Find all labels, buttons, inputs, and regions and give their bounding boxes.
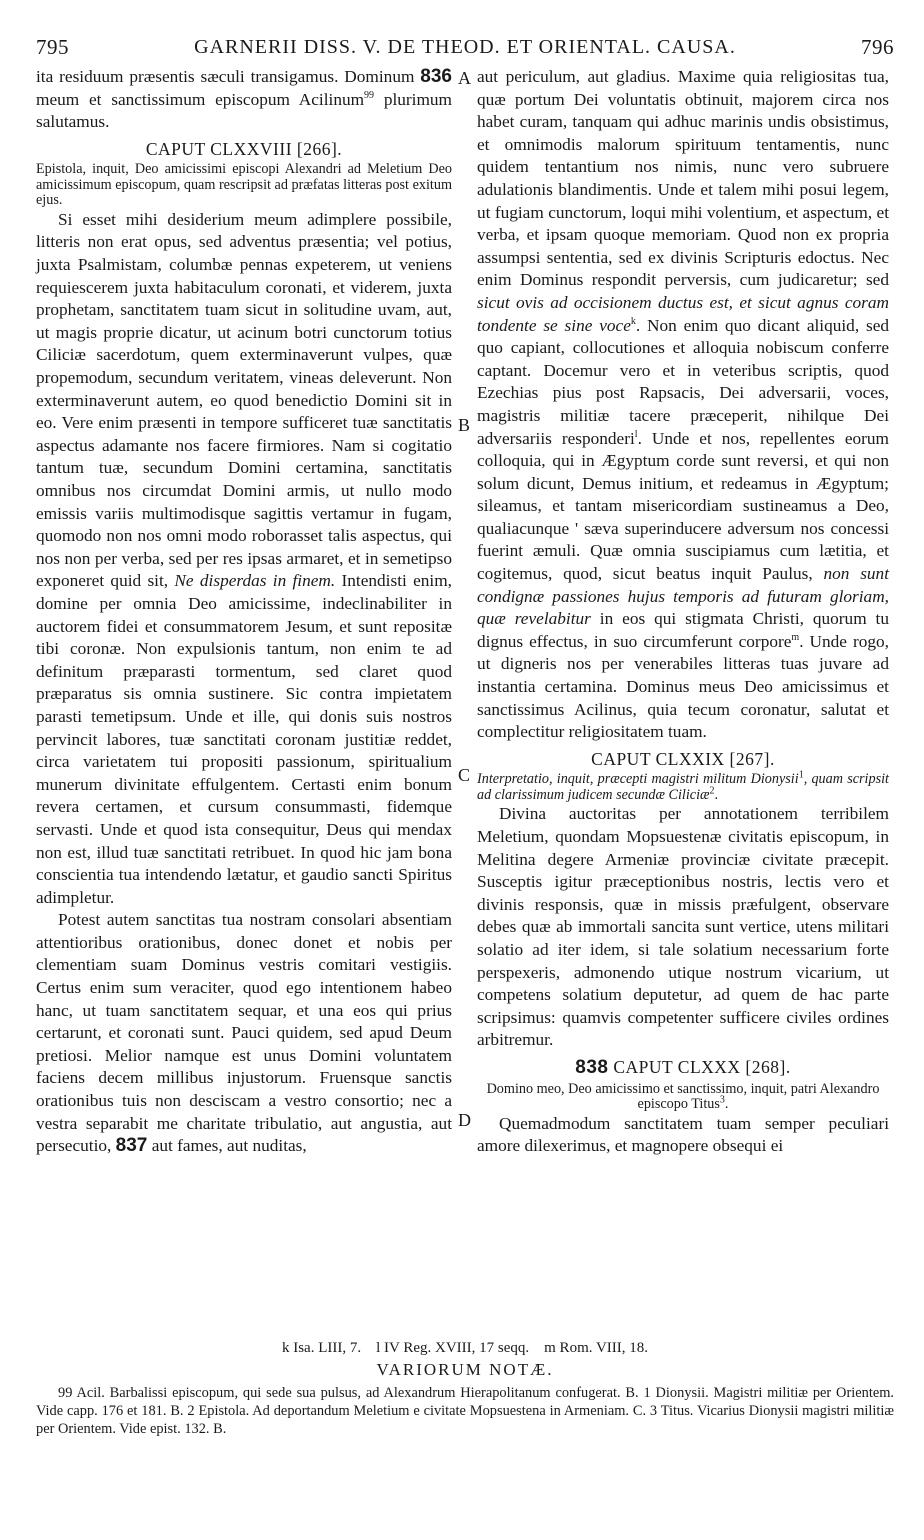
- text-segment: . Unde rogo, ut digneris nos per venerabiles litteras tuas juvare ad instantia certamina. Dominus meus Deo amicissimus et sanctissimus Acilinus, quia tecum coronatur, salutat et complectitur religiositatem tuam.: [477, 631, 889, 742]
- scripture-footnotes: [36, 1339, 894, 1357]
- column-marker-836: 836: [420, 66, 452, 87]
- chapter-heading-267: CAPUT CLXXIX [267].: [591, 748, 775, 769]
- text-segment: . Non enim quo dicant aliquid, sed quo capiant, collocutiones et alloquia nobiscum conferre captant. Docemur vero et in veteribus scriptis, quod Ezechias pius post Rapsacis, Dei adversarii, voces, magistris militiæ tacere præceperit, nihilque Dei adversariis responderi: [477, 315, 889, 448]
- right-paragraph-3: Quemadmodum sanctitatem tuam semper peculiari amore dilexerimus, et magnopere obsequi ei: [477, 1113, 889, 1156]
- right-paragraph-2: Divina auctoritas per annotationem terribilem Meletium, quondam Mopsuestenæ civitatis episcopum, in Melitina degere Armeniæ provinciæ civitate præcepit. Susceptis igitur præceptionibus nostris, lectis vero et divinis responsis, quæ in missis præfulgent, observare debes quæ ab immortali sancita sunt vertice, utens militari solatio ad iter idem, si tale solatium necessarium forte perspexeris, admonendo utique nostrum vicarium, ut competens solatium deputetur, ad quem de hac parte scripsimus: quamvis competenter sufficere civiles ordines arbitremur.: [477, 804, 889, 1050]
- margin-letter-d: D: [458, 1110, 471, 1130]
- page-number-right: 796: [861, 34, 894, 59]
- column-marker-838: 838: [575, 1056, 609, 1078]
- note-ref-k: k: [630, 315, 636, 327]
- footnote-k: k Isa. LIII, 7.: [281, 1340, 362, 1356]
- left-paragraph-3: [36, 909, 452, 1158]
- italic-quote: non sunt condignæ passiones hujus temporis ad futuram gloriam, quæ revelabitur: [477, 564, 889, 629]
- text-segment: in eos qui stigmata Christi, quorum tu dignus effectus, in suo circumferunt corpore: [477, 609, 889, 651]
- chapter-summary-266: Epistola, inquit, Deo amicissimi episcopi Alexandri ad Meletium Deo amicissimum episcopum, quam rescripsit ad præfatas litteras post exitum ejus.: [36, 161, 452, 209]
- summary-italic: , quam scripsit ad clarissimum judicem secundæ Ciliciæ: [477, 771, 889, 803]
- variorum-notes: [36, 1384, 894, 1438]
- chapter-summary-267: Interpretatio, inquit, præcepti magistri militum Dionysii$^1$, quam scripsit ad clarissimum judicem secundæ Ciliciæ$^2$.: [477, 769, 889, 803]
- text-segment: . Unde et nos, repellentes eorum colloquia, qui in Ægyptum corde sunt reversi, et qui non solum dicunt, Demus initium, et redeamus in Ægyptum; sileamus, et tantam misericordiam sustineamus a Deo, qualiacunque ' sæva superinducere adversum nos concessi fuerint æmuli. Quæ omnia suscipiamus cum lætitia, et cogitemus, quod, sicut beatus inquit Paulus,: [477, 428, 889, 584]
- right-column: [477, 66, 889, 1158]
- text-segment: plurimum salutamus.: [36, 89, 452, 132]
- note-ref-m: m: [791, 632, 800, 644]
- note-ref-1: 1: [798, 769, 804, 781]
- margin-letter-a: A: [458, 68, 471, 88]
- left-paragraph-2: [36, 209, 452, 909]
- right-paragraph-1: [477, 66, 889, 744]
- summary-italic: Interpretatio, inquit, præcepti magistri militum Dionysii: [477, 771, 799, 788]
- margin-letter-b: B: [458, 415, 471, 435]
- column-marker-837: 837: [115, 1135, 148, 1157]
- running-title: GARNERII DISS. V. DE THEOD. ET ORIENTAL. CAUSA.: [194, 35, 736, 58]
- text-segment: aut periculum, aut gladius. Maxime quia religiositas tua, quæ portum Dei voluntatis obtinuit, majorem circa nos habet curam, tanquam qui adhuc marinis undis obsistimus, et omnimodis malorum spirituum tentamentis, nunc quidem tentantium nos nimis, nunc vero subruere adulationis blandimentis. Unde et talem mihi posui legem, ut fugiam cunctorum, loqui mihi volentium, et aspectum, et verba, et ipsam quoque memoriam. Quod non ex propria assumpsi sententia, sed ex divinis Scripturis edoctus. Nec enim Dominus respondit perversis, cum judicaretur; sed: [477, 67, 889, 290]
- chapter-heading-text: CAPUT CLXXX [268].: [613, 1056, 791, 1077]
- left-column: [36, 66, 452, 1158]
- variorum-notes-text: 99 Acil. Barbalissi episcopum, qui sede sua pulsus, ad Alexandrum Hierapolitanum confugerat. B. 1 Dionysii. Magistri militiæ per Orientem. Vide capp. 176 et 181. B. 2 Epistola. Ad deportandum Meletium e civitate Mopsuestena in Armeniam. C. 3 Titus. Vicarius Dionysii magistri militiæ per Orientem. Vide epist. 132. B.: [36, 1385, 894, 1437]
- note-ref-l: l: [634, 428, 638, 440]
- variorum-heading: VARIORUM NOTÆ.: [376, 1360, 554, 1379]
- page-header: [36, 32, 894, 62]
- text-segment: Si esset mihi desiderium meum adimplere possibile, litteris non erat opus, sed adventus præsentia; vel potius, juxta Psalmistam, columbæ pennas expeterem, ut veniens requiescerem juxta habitaculum coronati, et viderem, juxta prophetam, sanctitatem tuam sicut in solitudine uvam, aut, ut magis proprie dicatur, ut acinum botri cunctorum totius Ciliciæ sacerdotum, quem exterminaverunt vulpes, quæ propemodum, secundum veritatem, vineas deleverunt. Non exterminaverunt autem, eo quod benedictio Domini sit in eo. Vere enim præsenti in tempore sufficeret tuæ sanctitatis aspectus adamante nos facere firmiores. Nam si cogitatio tantum tuæ, secundum Domini certamina, sanctitatis omnibus nos circumdat Domini armis, ut nullo modo emissis variis multimodisque sagittis vertamur in fugam, quomodo non nos omni modo roborasset talis aspectus, qui nos non per verba, sed per res ipsas armaret, et in semetipso exponeret quid sit,: [36, 209, 452, 591]
- chapter-heading-268: [477, 1056, 889, 1080]
- summary-text: Domino meo, Deo amicissimo et sanctissimo, inquit, patri Alexandro episcopo Titus: [486, 1080, 880, 1113]
- note-ref-2: 2: [709, 785, 715, 797]
- text-segment: meum et sanctissimum episcopum Acilinum: [36, 89, 365, 109]
- text-segment: Potest autem sanctitas tua nostram consolari absentiam attentioribus orationibus, donec donet et nobis per clementiam suam Dominus vestris comitari vestigiis. Certus enim sum veraciter, quod ego intentionem habeo hanc, ut tuam sanctitatem sequar, et una eos qui prius certarunt, et coronati sunt. Pauci quidem, sed apud Deum pretiosi. Melior namque est unus Domini voluntatem faciens decem millibus injustorum. Fruensque sanctis orationibus tuis non desciscam a vestro consortio; nec a vestra separabit me charitate tribulatio, aut angustia, aut persecutio,: [36, 910, 452, 1156]
- chapter-heading-266: CAPUT CLXXVIII [266].: [145, 138, 343, 159]
- margin-letter-c: C: [458, 765, 471, 785]
- italic-quote: sicut ovis ad occisionem ductus est, et sicut agnus coram tondente se sine voce: [477, 292, 889, 335]
- note-ref-99: 99: [364, 89, 375, 101]
- italic-quote: Ne disperdas in finem.: [174, 571, 336, 591]
- text-segment: aut fames, aut nuditas,: [151, 1136, 307, 1156]
- page-number-left: 795: [36, 34, 69, 59]
- text-segment: Intendisti enim, domine per omnia Deo amicissime, indeclinabiliter in auctorem fidei et consummatorem Jesum, et sunt repositæ tibi coronæ. Non expulsionis tantum, non enim te ad definitum præparasti tormentum, sed claret quod præparatus sis omnia sustinere. Sic contra impietatem parasti temetipsum. Unde et ille, qui donis suis nostros pervincit labores, tuæ sanctitati coronam justitiæ reddet, circa varietatem tui propositi passionum, spiritualium munerum divinitate effulgentem. Certasti enim bonum revera certamen, et cursum consummasti, fidemque servasti. Unde et quod ista consequitur, Deus qui mendax non est, illud tuæ sanctitati retribuet. In quod hic jam bona conscientia tua intendendo lætatur, et gaudio sancti Spiritus adimpletur.: [36, 571, 452, 907]
- text-segment: ita residuum præsentis sæculi transigamus. Dominum: [36, 67, 415, 86]
- left-paragraph-1: [36, 66, 452, 134]
- note-ref-3: 3: [719, 1094, 725, 1106]
- footnote-l: l IV Reg. XVIII, 17 seqq.: [376, 1340, 530, 1356]
- footnote-m: m Rom. VIII, 18.: [544, 1340, 649, 1356]
- chapter-summary-268: Domino meo, Deo amicissimo et sanctissimo, inquit, patri Alexandro episcopo Titus$^3$.: [486, 1080, 880, 1113]
